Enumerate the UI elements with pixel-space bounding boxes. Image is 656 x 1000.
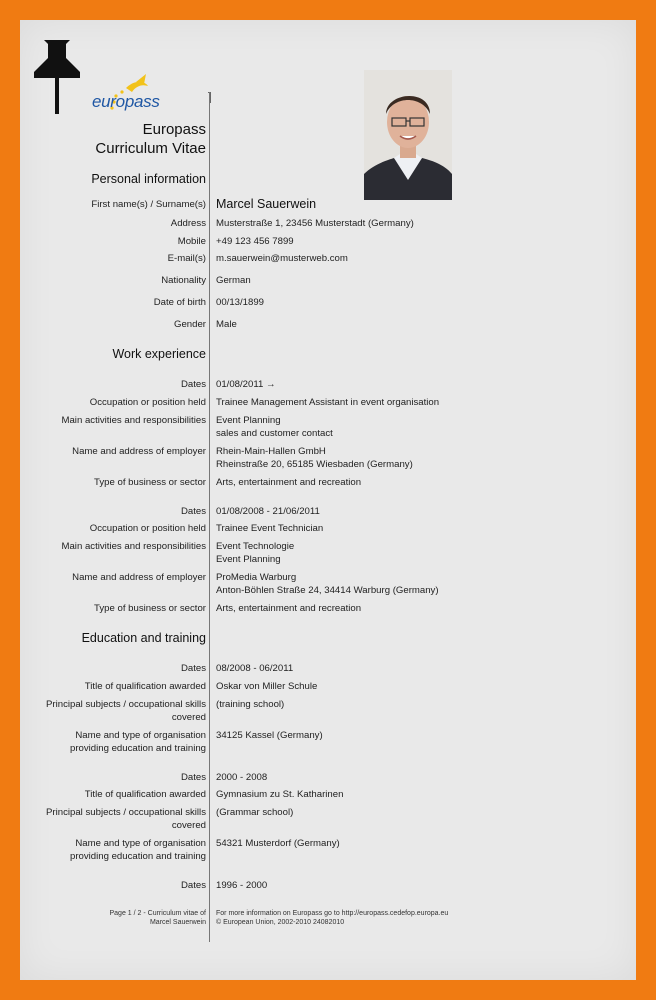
label-employer: Name and address of employer <box>72 446 206 457</box>
label-organisation-line2: providing education and training <box>69 851 206 862</box>
value-main-activities-line2: Event Planning <box>216 554 281 565</box>
value-organisation: 54321 Musterdorf (Germany) <box>216 838 340 849</box>
label-dates: Dates <box>180 663 206 674</box>
column-divider <box>209 92 210 942</box>
value-employer-address: Rheinstraße 20, 65185 Wiesbaden (Germany) <box>216 459 413 470</box>
label-organisation-line2: providing education and training <box>69 743 206 754</box>
label-organisation: Name and type of organisation <box>75 838 206 849</box>
label-subjects-line2: covered <box>171 820 206 831</box>
value-employer: ProMedia Warburg <box>216 572 297 583</box>
value-business-sector: Arts, entertainment and recreation <box>216 603 362 614</box>
label-name: First name(s) / Surname(s) <box>91 199 206 210</box>
label-qualification: Title of qualification awarded <box>84 681 206 692</box>
cv-title-line1: Europass <box>142 121 206 138</box>
value-address: Musterstraße 1, 23456 Musterstadt (Germany) <box>216 218 414 229</box>
cv-title-line2: Curriculum Vitae <box>95 140 206 157</box>
label-dates: Dates <box>180 506 206 517</box>
value-nationality: German <box>216 275 251 286</box>
value-organisation: 34125 Kassel (Germany) <box>216 730 323 741</box>
label-employer: Name and address of employer <box>72 572 206 583</box>
value-main-activities: Event Planning <box>216 415 281 426</box>
value-dates: 2000 - 2008 <box>216 772 268 783</box>
value-email: m.sauerwein@musterweb.com <box>216 253 348 264</box>
value-date-of-birth: 00/13/1899 <box>216 297 265 308</box>
value-business-sector: Arts, entertainment and recreation <box>216 477 362 488</box>
label-gender: Gender <box>174 319 206 330</box>
value-dates: 01/08/2011 → <box>216 379 276 390</box>
footer-copyright: © European Union, 2002-2010 24082010 <box>216 919 345 926</box>
label-subjects: Principal subjects / occupational skills <box>46 699 206 710</box>
logo-text: europass <box>92 92 160 111</box>
section-personal-information: Personal information <box>91 172 206 186</box>
value-employer-address: Anton-Böhlen Straße 24, 34414 Warburg (Germany) <box>216 585 439 596</box>
label-nationality: Nationality <box>161 275 206 286</box>
value-dates: 1996 - 2000 <box>216 880 268 891</box>
footer-page-info: Page 1 / 2 - Curriculum vitae of <box>109 910 206 917</box>
footer-europass-link: For more information on Europass go to http://europass.cedefop.europa.eu <box>216 910 449 917</box>
pushpin-icon <box>30 38 84 116</box>
label-address: Address <box>170 218 206 229</box>
label-business-sector: Type of business or sector <box>94 603 206 614</box>
value-employer: Rhein-Main-Hallen GmbH <box>216 446 326 457</box>
value-dates: 08/2008 - 06/2011 <box>216 663 294 674</box>
value-name: Marcel Sauerwein <box>216 197 317 211</box>
value-qualification: Oskar von Miller Schule <box>216 681 318 692</box>
label-main-activities: Main activities and responsibilities <box>61 541 206 552</box>
footer-owner-name: Marcel Sauerwein <box>149 919 206 926</box>
section-education-training: Education and training <box>81 631 206 645</box>
value-subjects: (training school) <box>216 699 285 710</box>
value-main-activities-line2: sales and customer contact <box>216 428 333 439</box>
label-dates: Dates <box>180 379 206 390</box>
value-gender: Male <box>216 319 237 330</box>
label-qualification: Title of qualification awarded <box>84 789 206 800</box>
label-occupation: Occupation or position held <box>89 397 206 408</box>
profile-photo <box>364 70 452 200</box>
label-organisation: Name and type of organisation <box>75 730 206 741</box>
label-occupation: Occupation or position held <box>89 523 206 534</box>
value-qualification: Gymnasium zu St. Katharinen <box>216 789 344 800</box>
label-subjects: Principal subjects / occupational skills <box>46 807 206 818</box>
value-mobile: +49 123 456 7899 <box>216 236 294 247</box>
label-business-sector: Type of business or sector <box>94 477 206 488</box>
label-main-activities: Main activities and responsibilities <box>61 415 206 426</box>
label-mobile: Mobile <box>177 236 206 247</box>
value-occupation: Trainee Management Assistant in event organisation <box>216 397 440 408</box>
label-date-of-birth: Date of birth <box>153 297 206 308</box>
value-main-activities: Event Technologie <box>216 541 295 552</box>
cv-title <box>95 120 206 158</box>
label-dates: Dates <box>180 880 206 891</box>
cv-page <box>20 20 636 980</box>
label-subjects-line2: covered <box>171 712 206 723</box>
section-work-experience: Work experience <box>112 347 206 361</box>
value-subjects: (Grammar school) <box>216 807 294 818</box>
label-dates: Dates <box>180 772 206 783</box>
value-occupation: Trainee Event Technician <box>216 523 324 534</box>
value-dates: 01/08/2008 - 21/06/2011 <box>216 506 320 517</box>
label-email: E-mail(s) <box>167 253 206 264</box>
